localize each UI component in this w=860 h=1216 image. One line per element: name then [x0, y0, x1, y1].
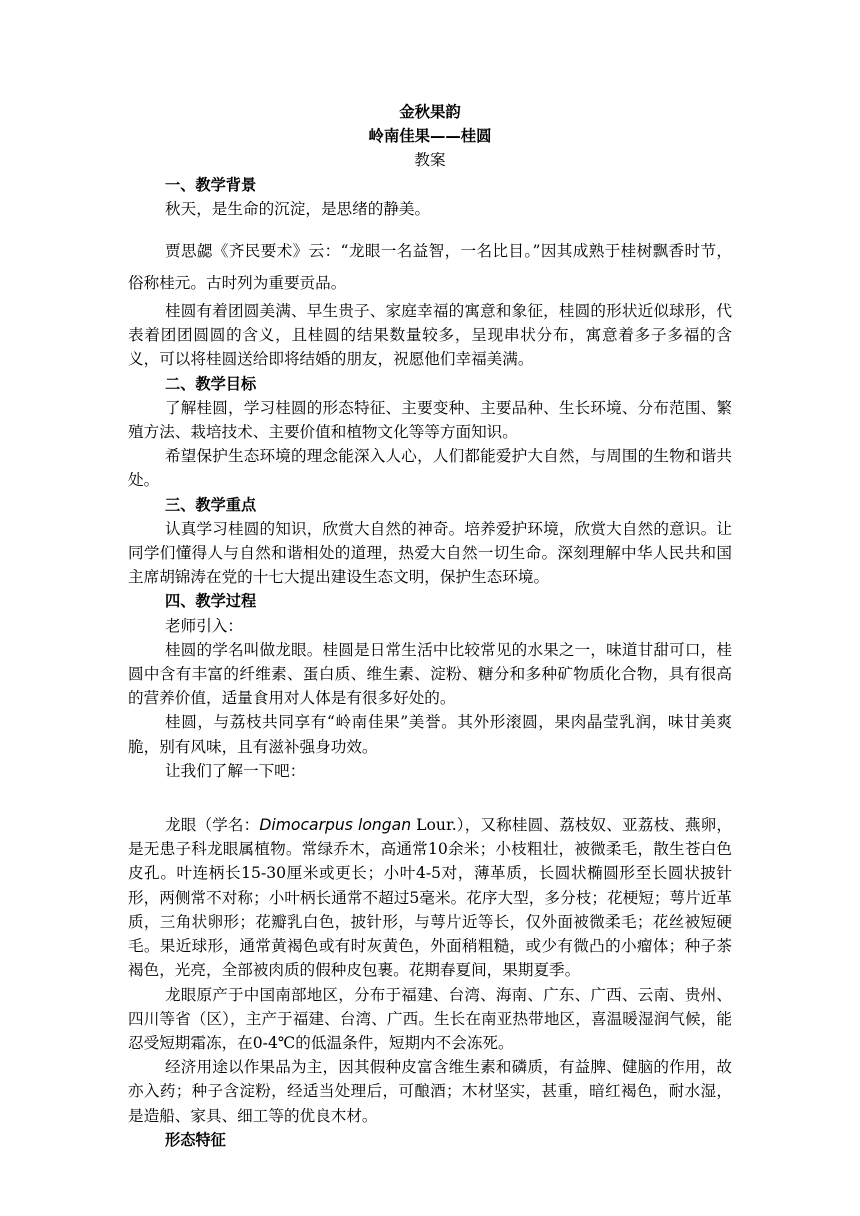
section-heading-goals: 二、教学目标 [165, 374, 257, 393]
paragraph: 老师引入： [165, 616, 243, 635]
paragraph: 龙眼原产于中国南部地区，分布于福建、台湾、海南、广东、广西、云南、贵州、四川等省（区），主产于福建、台湾、广西。生长在南亚热带地区，喜温暖湿润气候，能忍受短期霜冻，在0-4℃的低温条件，短期内不会冻死。 [128, 985, 732, 1052]
paragraph: 秋天，是生命的沉淀，是思绪的静美。 [165, 199, 431, 218]
text-run: Lour.），又称桂圆、荔枝奴、亚荔枝、燕卵，是无患子科龙眼属植物。常绿乔木，高通常10余米；小枝粗壮，被微柔毛，散生苍白色皮孔。叶连柄长15-30厘米或更长；小叶4-5对，薄革质，长圆状椭圆形至长圆状披针形，两侧常不对称；小叶柄长通常不超过5毫米。花序大型，多分枝；花梗短；萼片近革质，三角状卵形；花瓣乳白色，披针形，与萼片近等长，仅外面被微柔毛；花丝被短硬毛。果近球形，通常黄褐色或有时灰黄色，外面稍粗糙，或少有微凸的小瘤体；种子茶褐色，光亮，全部被肉质的假种皮包裹。花期春夏间，果期夏季。 [128, 816, 732, 980]
paragraph: 认真学习桂圆的知识，欣赏大自然的神奇。培养爱护环境，欣赏大自然的意识。让同学们懂得人与自然和谐相处的道理，热爱大自然一切生命。深刻理解中华人民共和国主席胡锦涛在党的十七大提出建设生态文明，保护生态环境。 [128, 519, 732, 587]
section-heading-key-points: 三、教学重点 [165, 495, 257, 514]
scientific-name: Dimocarpus longan [259, 816, 412, 835]
paragraph: 了解桂圆，学习桂圆的形态特征、主要变种、主要品种、生长环境、分布范围、繁殖方法、栽培技术、主要价值和植物文化等等方面知识。 [128, 398, 732, 442]
section-heading-background: 一、教学背景 [165, 175, 257, 194]
text-run: 龙眼（学名： [165, 816, 260, 835]
document-body [128, 100, 732, 1152]
doc-title: 金秋果韵 [399, 103, 461, 121]
paragraph: 经济用途以作果品为主，因其假种皮富含维生素和磷质，有益脾、健脑的作用，故亦入药；种子含淀粉，经适当处理后，可酿酒；木材坚实，甚重，暗红褐色，耐水湿，是造船、家具、细工等的优良木材。 [128, 1058, 732, 1125]
section-heading-morphology: 形态特征 [165, 1130, 226, 1149]
doc-title-2: 岭南佳果——桂圆 [368, 127, 492, 146]
paragraph: 贾思勰《齐民要术》云：“龙眼一名益智，一名比目。”因其成熟于桂树飘香时节，俗称桂元。古时列为重要贡品。 [128, 242, 732, 293]
doc-subtitle: 教案 [414, 151, 446, 170]
paragraph: 桂圆，与荔枝共同享有“岭南佳果”美誉。其外形滚圆，果肉晶莹乳润，味甘美爽脆，别有风味，且有滋补强身功效。 [128, 713, 732, 756]
paragraph-longan-description [128, 813, 732, 982]
paragraph: 桂圆的学名叫做龙眼。桂圆是日常生活中比较常见的水果之一，味道甘甜可口，桂圆中含有丰富的纤维素、蛋白质、维生素、淀粉、糖分和多种矿物质化合物，具有很高的营养价值，适量食用对人体是有很多好处的。 [128, 640, 732, 708]
paragraph: 让我们了解一下吧： [165, 761, 306, 780]
paragraph: 希望保护生态环境的理念能深入人心，人们都能爱护大自然，与周围的生物和谐共处。 [128, 447, 732, 490]
paragraph: 桂圆有着团圆美满、早生贵子、家庭幸福的寓意和象征，桂圆的形状近似球形，代表着团团圆圆的含义，且桂圆的结果数量较多，呈现串状分布，寓意着多子多福的含义，可以将桂圆送给即将结婚的朋友，祝愿他们幸福美满。 [128, 302, 732, 369]
section-heading-process: 四、教学过程 [165, 592, 257, 611]
